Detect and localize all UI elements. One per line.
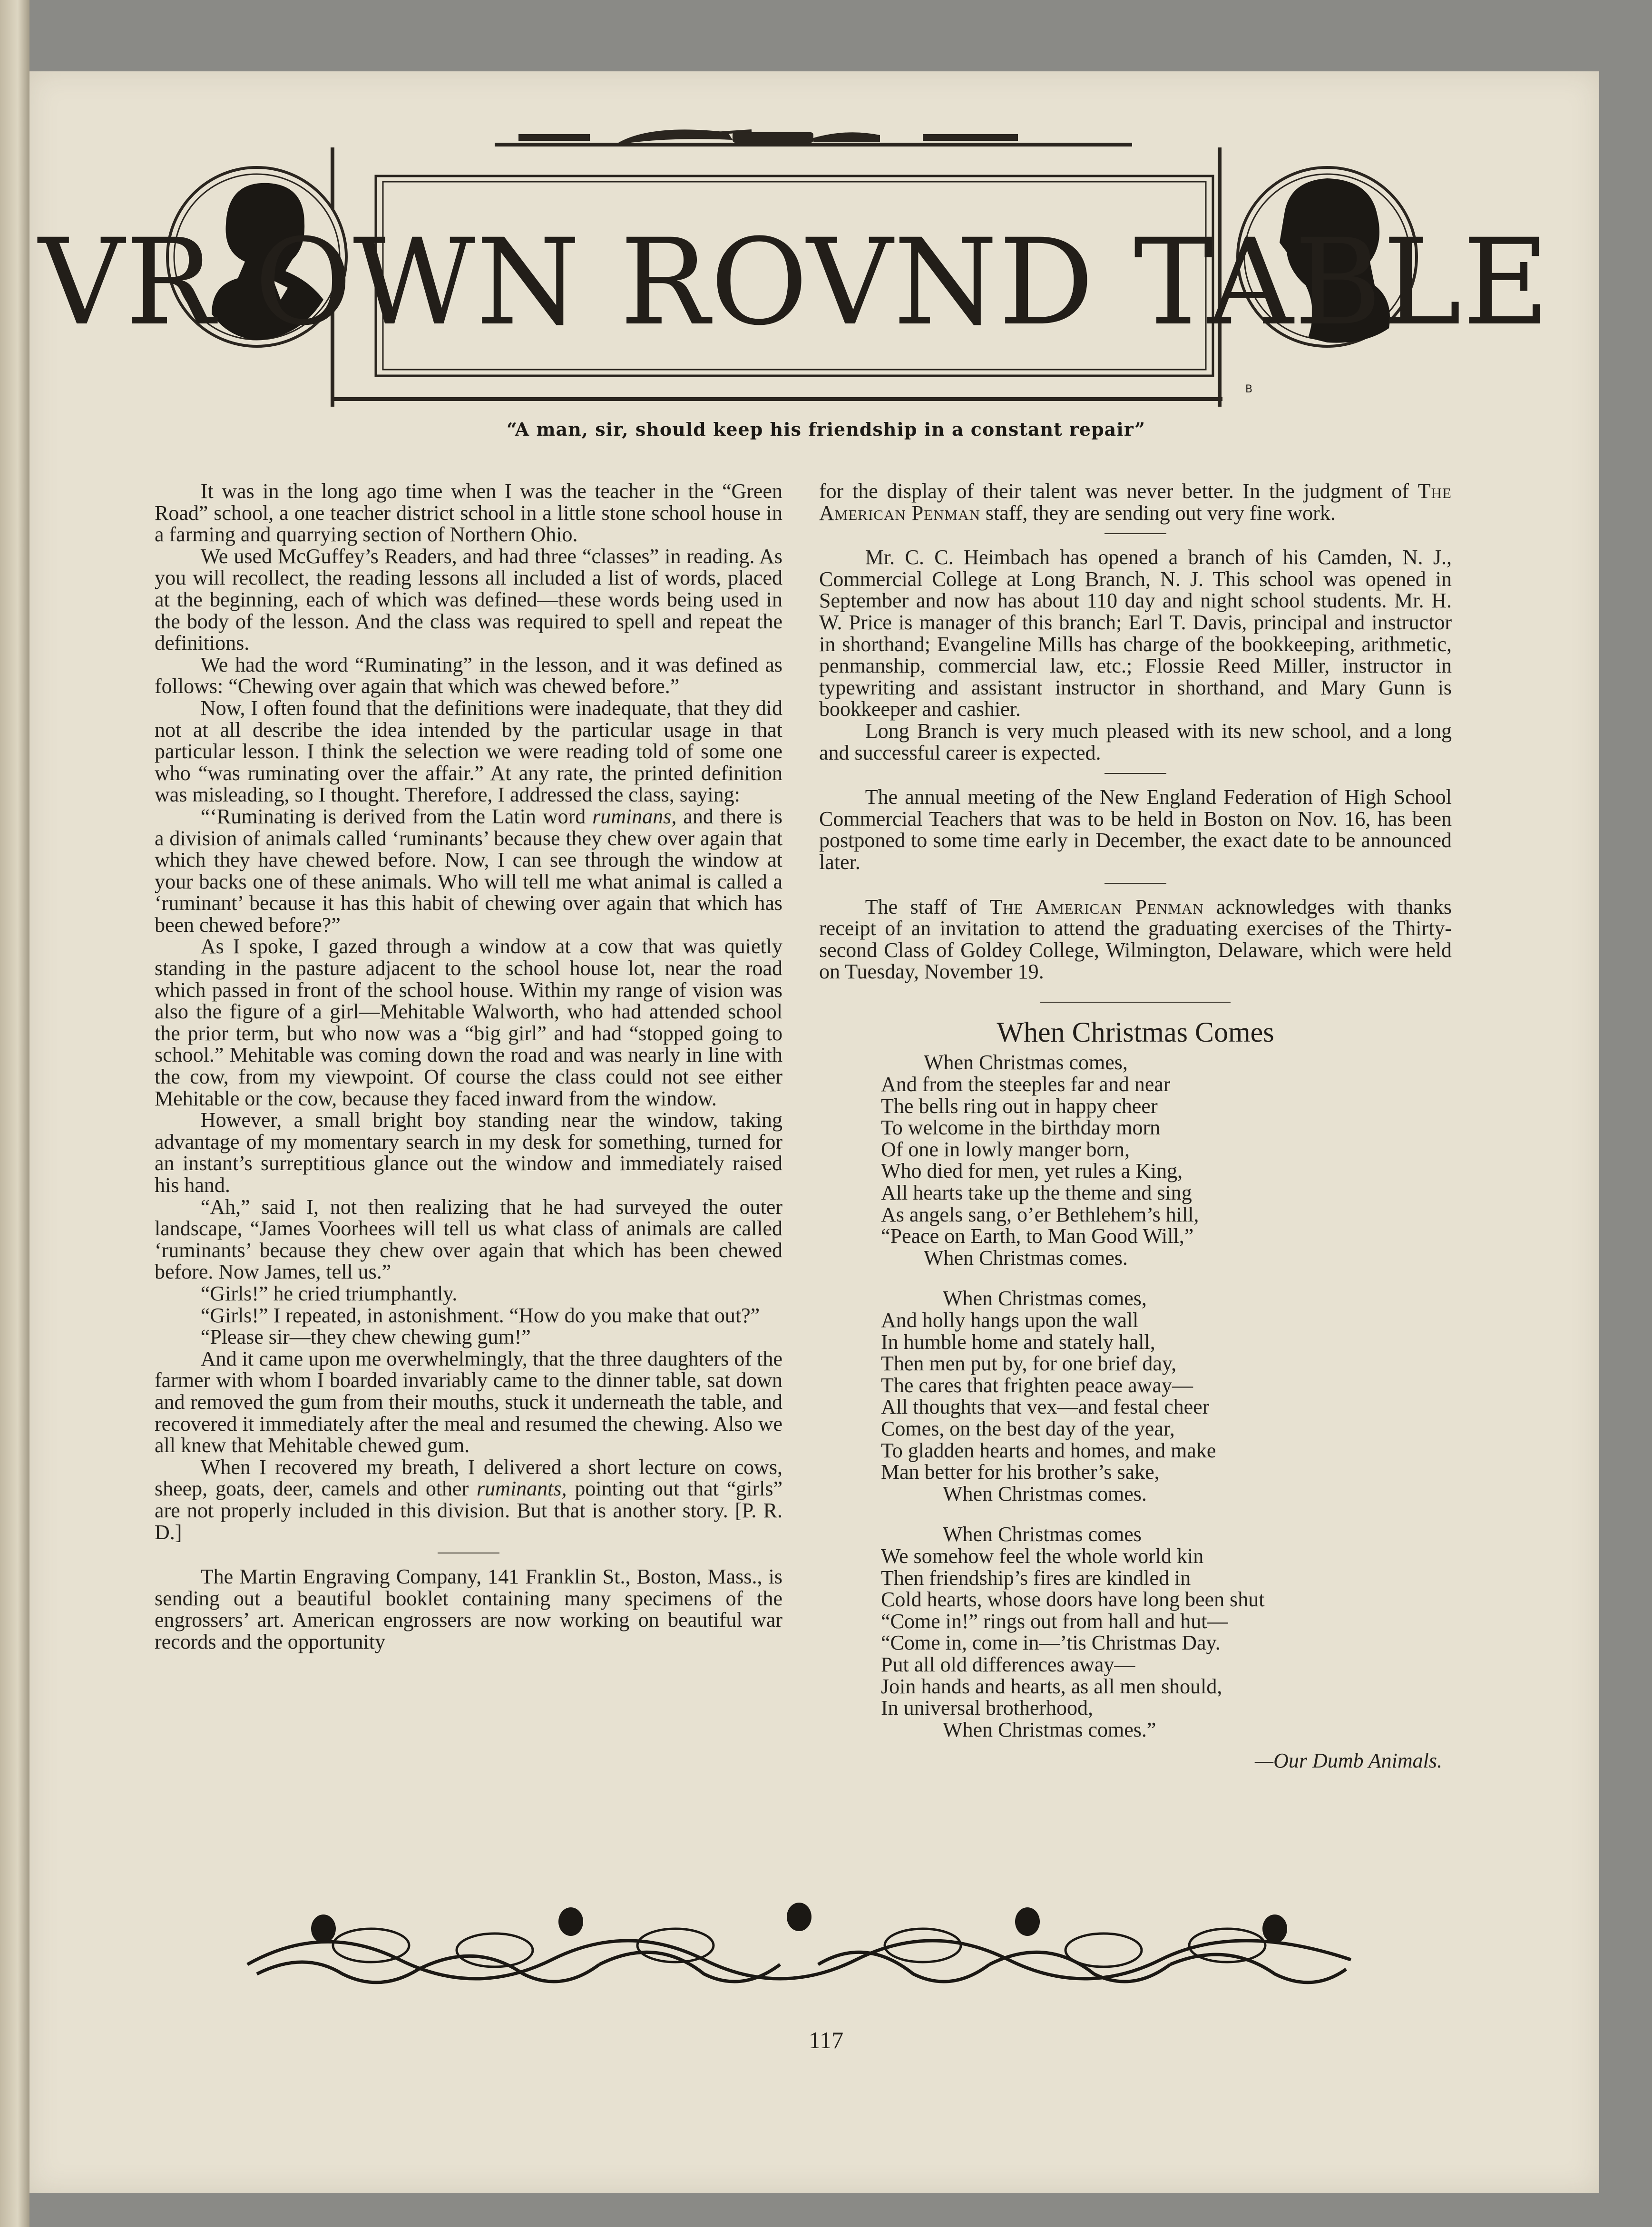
header-motto: “A man, sir, should keep his friendship in a constant repair”: [507, 419, 1145, 440]
poem-line: In universal brotherhood,: [881, 1696, 1093, 1720]
poem-line: In humble home and stately hall,: [881, 1330, 1155, 1354]
poem-line: Put all old differences away—: [881, 1652, 1135, 1676]
paragraph: “‘Ruminating is derived from the Latin word ruminans, and there is a division of animals called ‘ruminants’ because they chew over again that which they have chewed before. Now, I can see through the window at your backs one of these animals. Who will tell me what animal is called a ‘ruminant’ because it has this habit of chewing over again that which has been chewed before?”: [155, 804, 783, 937]
paragraph: “Girls!” I repeated, in astonishment. “How do you make that out?”: [200, 1303, 760, 1327]
poem-stanza-2: [881, 1288, 1452, 1504]
poem-stanza-1: [881, 1052, 1452, 1269]
paragraph: The staff of The American Penman acknowledges with thanks receipt of an invitation to attend the graduating exercises of the Thirty-second Class of Goldey College, Wilmington, Delaware, which were held on Tuesday, November 19.: [819, 895, 1452, 984]
poem-source: —Our Dumb Animals.: [1254, 1749, 1442, 1773]
poem-line: “Come in!” rings out from hall and hut—: [881, 1609, 1228, 1633]
poem-line: As angels sang, o’er Bethlehem’s hill,: [881, 1202, 1199, 1226]
paragraph: Now, I often found that the definitions were inadequate, that they did not at all describe the idea intended by the particular usage in that particular lesson. I think the selection we were reading told of some one who “was ruminating over the affair.” At any rate, the printed definition was misleading, so I thought. Therefore, I addressed the class, saying:: [155, 696, 782, 807]
paragraph: We used McGuffey’s Readers, and had three “classes” in reading. As you will recollect, the reading lessons all included a list of words, placed at the beginning, each of which was defined—these words being used in the body of the lesson. And the class was required to spell and repeat the definitions.: [155, 544, 782, 655]
section-divider: [1105, 533, 1166, 534]
artist-mark: B: [1245, 383, 1253, 395]
poem-line: The bells ring out in happy cheer: [881, 1094, 1158, 1118]
poem-line: When Christmas comes.: [943, 1482, 1147, 1505]
paragraph: When I recovered my breath, I delivered a short lecture on cows, sheep, goats, deer, camels and other ruminants, pointing out that “girls” are not properly included in this division. But that is another story. [P. R. D.]: [155, 1455, 782, 1544]
page-number: 117: [808, 2027, 844, 2053]
poem-line: When Christmas comes.: [924, 1246, 1128, 1270]
poem-line: Then friendship’s fires are kindled in: [881, 1566, 1191, 1590]
poem-line: And from the steeples far and near: [881, 1073, 1171, 1096]
paragraph: We had the word “Ruminating” in the lesson, and it was defined as follows: “Chewing over again that which was chewed before.”: [155, 653, 782, 698]
facing-page-edge: [0, 0, 29, 2227]
section-divider: [1040, 1002, 1231, 1003]
poem-line: Comes, on the best day of the year,: [881, 1416, 1175, 1440]
poem-line: When Christmas comes,: [943, 1287, 1147, 1310]
poem-line: To welcome in the birthday morn: [881, 1116, 1161, 1140]
poem-title: When Christmas Comes: [997, 1016, 1274, 1048]
poem-line: Join hands and hearts, as all men should,: [881, 1674, 1222, 1698]
paragraph: Mr. C. C. Heimbach has opened a branch of his Camden, N. J., Commercial College at Long Branch, N. J. This school was opened in September and now has about 110 day and night school students. Mr. H. W. Price is manager of this branch; Earl T. Davis, principal and instructor in shorthand; Evangeline Mills has charge of the bookkeeping, arithmetic, penmanship, commercial law, etc.; Flossie Reed Miller, instructor in typewriting and assistant instructor in shorthand, and Mary Gunn is bookkeeper and cashier.: [819, 546, 1452, 721]
poem-line: To gladden hearts and homes, and make: [881, 1438, 1216, 1462]
header-title: VR OWN ROVND TABLE: [38, 213, 1551, 352]
poem-line: Who died for men, yet rules a King,: [881, 1159, 1183, 1183]
poem-line: Cold hearts, whose doors have long been shut: [881, 1588, 1265, 1612]
paragraph: It was in the long ago time when I was the teacher in the “Green Road” school, a one teacher district school in a little stone school house in a farming and quarrying section of Northern Ohio.: [155, 479, 782, 547]
paragraph: Long Branch is very much pleased with its new school, and a long and successful career is expected.: [819, 719, 1452, 764]
poem-line: We somehow feel the whole world kin: [881, 1544, 1204, 1568]
poem-line: All hearts take up the theme and sing: [881, 1181, 1192, 1205]
right-column: [819, 480, 1452, 1772]
paragraph: As I spoke, I gazed through a window at a cow that was quietly standing in the pasture adjacent to the school house lot, near the road which passed in front of the school house. Within my range of vision was also the figure of a girl—Mehitable Walworth, who had attended school the prior term, but who now was a “big girl” and had “stopped going to school.” Mehitable was coming down the road and was nearly in line with the cow, from my viewpoint. Of course the class could not see either Mehitable or the cow, because they faced inward from the window.: [155, 935, 782, 1110]
paragraph: “Girls!” he cried triumphantly.: [200, 1281, 458, 1305]
pen-and-book-ornament: [495, 129, 1132, 147]
left-column: [155, 480, 782, 1652]
section-divider: [1105, 773, 1166, 774]
paragraph: However, a small bright boy standing near the window, taking advantage of my momentary search in my desk for something, turned for an instant’s surreptitious glance out the window and immediately raised his hand.: [155, 1108, 782, 1197]
poem-line: “Come in, come in—’tis Christmas Day.: [881, 1631, 1221, 1655]
section-divider: [1105, 883, 1166, 884]
poem-line: And holly hangs upon the wall: [881, 1309, 1139, 1332]
oak-leaf-acorn-ornament: [228, 1903, 1370, 1998]
poem-line: Of one in lowly manger born,: [881, 1137, 1130, 1161]
poem-line: When Christmas comes.”: [943, 1718, 1156, 1741]
poem-line: Then men put by, for one brief day,: [881, 1352, 1177, 1376]
paragraph: “Ah,” said I, not then realizing that he had surveyed the outer landscape, “James Voorhees will tell us what class of animals are called ‘ruminants’ because they chew over again that which has been chewed before. Now James, tell us.”: [155, 1195, 782, 1284]
paragraph: The annual meeting of the New England Federation of High School Commercial Teachers that was to be held in Boston on Nov. 16, has been postponed to some time early in December, the exact date to be announced later.: [819, 785, 1452, 874]
paragraph: And it came upon me overwhelmingly, that the three daughters of the farmer with whom I boarded invariably came to the dinner table, sat down and removed the gum from their mouths, stuck it underneath the table, and recovered it immediately after the meal and resumed the chewing. Also we all knew that Mehitable chewed gum.: [155, 1347, 782, 1457]
paragraph: The Martin Engraving Company, 141 Franklin St., Boston, Mass., is sending out a beautiful booklet containing many specimens of the engrossers’ art. American engrossers are now working on beautiful war records and the opportunity: [155, 1565, 782, 1653]
round-table-header-banner: [38, 128, 1551, 409]
poem-line: The cares that frighten peace away—: [881, 1373, 1193, 1397]
paragraph: “Please sir—they chew chewing gum!”: [200, 1325, 531, 1349]
poem-stanza-3: [881, 1524, 1452, 1740]
paragraph: for the display of their talent was never better. In the judgment of The American Penman staff, they are sending out very fine work.: [819, 479, 1452, 525]
poem-line: When Christmas comes: [943, 1523, 1142, 1546]
poem-line: When Christmas comes,: [924, 1051, 1128, 1074]
poem-line: Man better for his brother’s sake,: [881, 1460, 1160, 1484]
poem-line: All thoughts that vex—and festal cheer: [881, 1395, 1210, 1419]
poem-line: “Peace on Earth, to Man Good Will,”: [881, 1224, 1194, 1248]
